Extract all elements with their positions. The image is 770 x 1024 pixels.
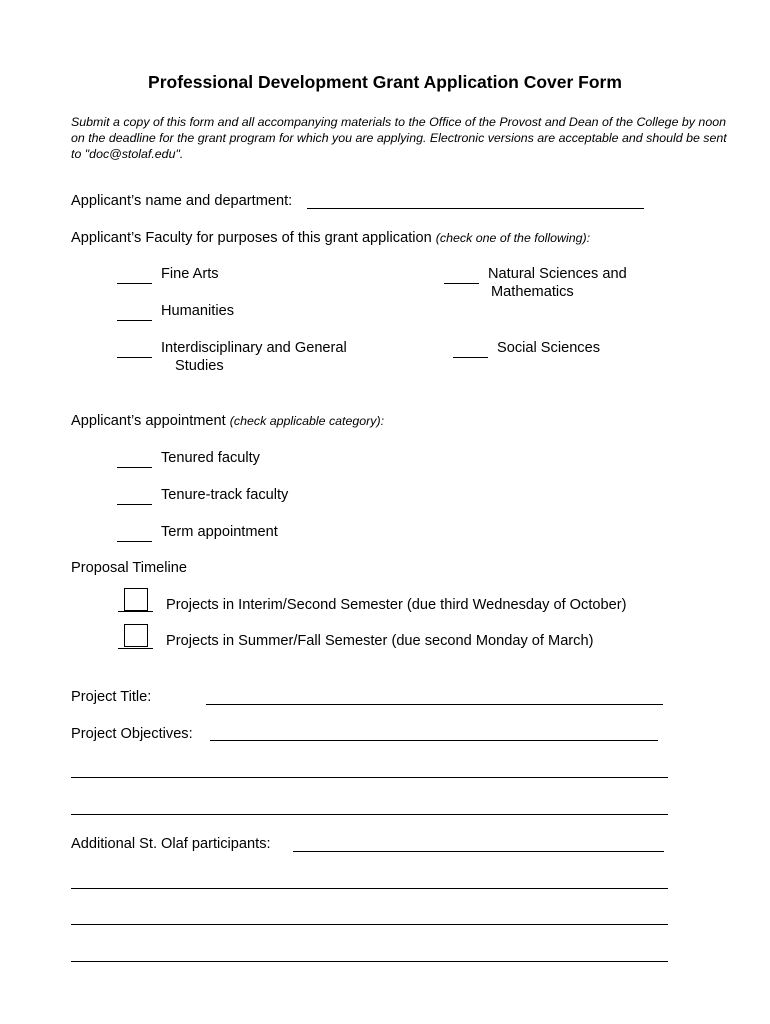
participants-line-2[interactable] [71, 888, 668, 889]
page-title: Professional Development Grant Application Cover Form [148, 72, 622, 92]
faculty-instruction: (check one of the following): [435, 231, 591, 245]
project-title-label: Project Title: [71, 689, 152, 705]
fine-arts-option: Fine Arts [161, 266, 219, 282]
interdisciplinary-check-blank[interactable] [117, 357, 152, 358]
appointment-label [71, 413, 384, 429]
participants-field[interactable] [293, 851, 664, 852]
humanities-option: Humanities [161, 303, 234, 319]
term-check-blank[interactable] [117, 541, 152, 542]
project-objectives-line-3[interactable] [71, 814, 668, 815]
project-objectives-line-2[interactable] [71, 777, 668, 778]
natural-sciences-check-blank[interactable] [444, 283, 479, 284]
natural-sciences-option-line1: Natural Sciences and [488, 266, 627, 282]
participants-label: Additional St. Olaf participants: [71, 836, 271, 852]
faculty-label [71, 230, 590, 246]
participants-line-3[interactable] [71, 924, 668, 925]
tenure-track-option: Tenure-track faculty [161, 487, 289, 503]
project-objectives-field[interactable] [210, 740, 658, 741]
summer-fall-semester-option: Projects in Summer/Fall Semester (due second Monday of March) [166, 633, 594, 649]
natural-sciences-option-line2: Mathematics [491, 284, 574, 300]
summer-fall-semester-checkbox[interactable] [124, 624, 148, 647]
name-department-label: Applicant’s name and department: [71, 193, 293, 209]
social-sciences-check-blank[interactable] [453, 357, 488, 358]
term-option: Term appointment [161, 524, 278, 540]
interdisciplinary-option-line1: Interdisciplinary and General [161, 340, 347, 356]
tenure-track-check-blank[interactable] [117, 504, 152, 505]
tenured-check-blank[interactable] [117, 467, 152, 468]
participants-line-4[interactable] [71, 961, 668, 962]
fine-arts-check-blank[interactable] [117, 283, 152, 284]
social-sciences-option: Social Sciences [497, 340, 601, 356]
appointment-instruction: (check applicable category): [229, 414, 385, 428]
faculty-label-text: Applicant’s Faculty for purposes of this grant application [71, 230, 432, 246]
interdisciplinary-option-line2: Studies [175, 358, 224, 374]
appointment-label-text: Applicant’s appointment [71, 413, 226, 429]
instructions-text: Submit a copy of this form and all accompanying materials to the Office of the Provost and Dean of the College by noon on the deadline for the grant program for which you are applying. Electronic versions are acceptable and should be sent to "doc@stolaf.edu". [71, 115, 727, 161]
interim-semester-checkbox[interactable] [124, 588, 148, 611]
name-department-field[interactable] [307, 208, 644, 209]
project-objectives-label: Project Objectives: [71, 726, 193, 742]
humanities-check-blank[interactable] [117, 320, 152, 321]
timeline-label: Proposal Timeline [71, 560, 187, 576]
tenured-option: Tenured faculty [161, 450, 260, 466]
summer-fall-semester-checkbox-underline [118, 648, 153, 649]
interim-semester-option: Projects in Interim/Second Semester (due third Wednesday of October) [166, 597, 627, 613]
interim-semester-checkbox-underline [118, 611, 153, 612]
project-title-field[interactable] [206, 704, 663, 705]
